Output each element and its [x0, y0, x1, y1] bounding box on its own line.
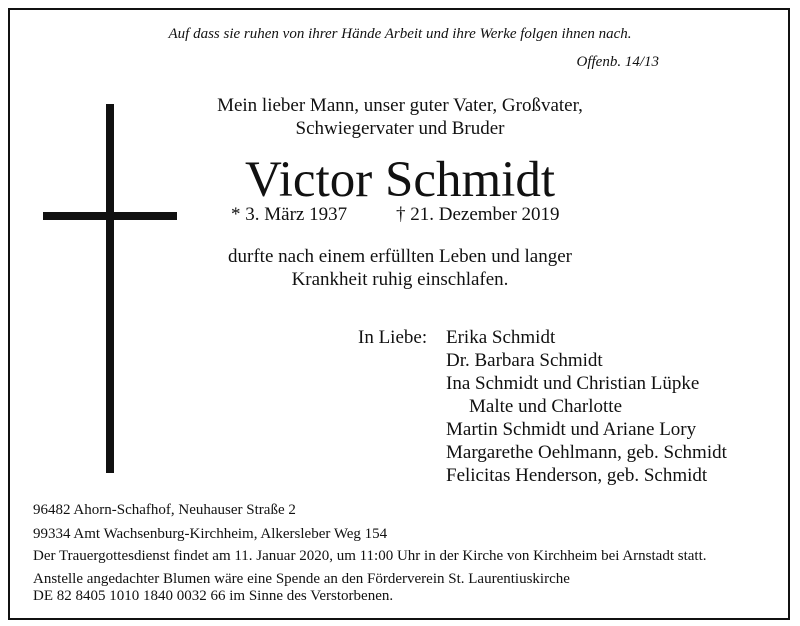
- mourners-list: [446, 326, 727, 487]
- mourner-name: Dr. Barbara Schmidt: [446, 350, 603, 371]
- intro-line-1: Mein lieber Mann, unser guter Vater, Großvater,: [217, 95, 583, 116]
- mourner-name: Ina Schmidt und Christian Lüpke: [446, 373, 700, 394]
- service-info: Der Trauergottesdienst findet am 11. Januar 2020, um 11:00 Uhr in der Kirche von Kirchheim bei Arnstadt statt.: [33, 548, 707, 564]
- mourner-name: Malte und Charlotte: [469, 396, 623, 417]
- bible-verse: Auf dass sie ruhen von ihrer Hände Arbeit und ihre Werke folgen ihnen nach.: [168, 26, 632, 42]
- mourner-name: Erika Schmidt: [446, 327, 556, 348]
- donation-line-2: DE 82 8405 1010 1840 0032 66 im Sinne des Verstorbenen.: [33, 588, 394, 604]
- death-date: † 21. Dezember 2019: [396, 204, 560, 225]
- message-line-1: durfte nach einem erfüllten Leben und langer: [228, 246, 572, 267]
- mourner-name: Margarethe Oehlmann, geb. Schmidt: [446, 442, 727, 463]
- donation-line-1: Anstelle angedachter Blumen wäre eine Spende an den Förderverein St. Laurentiuskirche: [33, 571, 570, 587]
- mourner-name: Felicitas Henderson, geb. Schmidt: [446, 465, 708, 486]
- birth-date: * 3. März 1937: [231, 204, 348, 225]
- deceased-name: Victor Schmidt: [245, 152, 555, 208]
- mourners-label: In Liebe:: [358, 327, 428, 348]
- mourner-name: Martin Schmidt und Ariane Lory: [446, 419, 697, 440]
- message-line-2: Krankheit ruhig einschlafen.: [291, 269, 509, 290]
- address-line-2: 99334 Amt Wachsenburg-Kirchheim, Alkersleber Weg 154: [33, 526, 388, 542]
- address-line-1: 96482 Ahorn-Schafhof, Neuhauser Straße 2: [33, 502, 296, 518]
- verse-reference: Offenb. 14/13: [576, 54, 659, 70]
- cross-horizontal-bar: [43, 212, 177, 220]
- intro-line-2: Schwiegervater und Bruder: [295, 118, 505, 139]
